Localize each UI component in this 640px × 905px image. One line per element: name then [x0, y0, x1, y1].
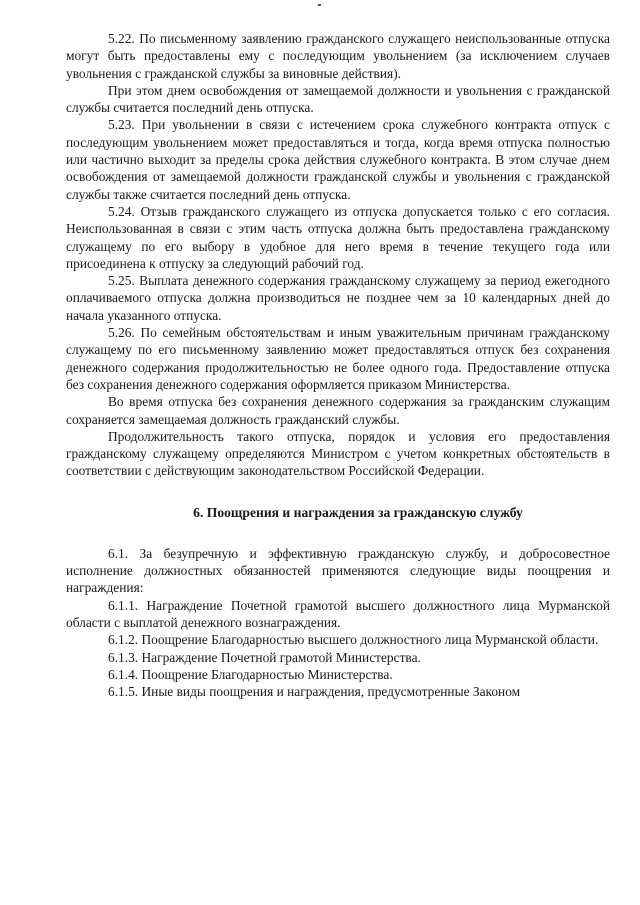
- paragraph-6-1-2: 6.1.2. Поощрение Благодарностью высшего должностного лица Мурманской области.: [108, 632, 599, 648]
- paragraph-5-23: 5.23. При увольнении в связи с истечением срока служебного контракта отпуск с последующим увольнением может предоставляться и тогда, когда время отпуска полностью или частично выходит за пределы срока действия служебного контракта. В этом случае днем освобождения от замещаемой должности гражданской службы и увольнения с гражданской службы также считается последний день отпуска.: [66, 117, 610, 202]
- paragraph-5-22: 5.22. По письменному заявлению гражданского служащего неиспользованные отпуска могут быть предоставлены ему с последующим увольнением (за исключением случаев увольнения с гражданской службы за виновные действия).: [66, 31, 610, 81]
- paragraph-6-1-3: 6.1.3. Награждение Почетной грамотой Министерства.: [108, 649, 421, 665]
- paragraph-5-26-cont-2: Продолжительность такого отпуска, порядок и условия его предоставления гражданскому служащему определяются Министром с учетом конкретных обстоятельств в соответствии с действующим законодательством Российской Федерации.: [66, 428, 610, 479]
- paragraph-5-26-cont-1: Во время отпуска без сохранения денежного содержания за гражданским служащим сохраняется замещаемая должность гражданский службы.: [66, 394, 610, 427]
- paragraph-6-1-4: 6.1.4. Поощрение Благодарностью Министерства.: [108, 666, 393, 682]
- paragraph-6-1: 6.1. За безупречную и эффективную гражданскую службу, и добросовестное исполнение должностных обязанностей применяются следующие виды поощрения и награждения:: [66, 545, 610, 596]
- paragraph-5-25: 5.25. Выплата денежного содержания гражданскому служащему за период ежегодного оплачиваемого отпуска должна производиться не позднее чем за 10 календарных дней до начала указанного отпуска.: [66, 273, 610, 323]
- paragraph-6-1-5: 6.1.5. Иные виды поощрения и награждения, предусмотренные Законом: [108, 684, 521, 700]
- paragraph-5-26: 5.26. По семейным обстоятельствам и иным уважительным причинам гражданскому служащему по его письменному заявлению может предоставляться отпуск без сохранения денежного содержания продолжительностью не более одного года. Предоставление отпуска без сохранения денежного содержания оформляется приказом Министерства.: [66, 325, 610, 392]
- section-heading: 6. Поощрения и награждения за гражданскую службу: [193, 504, 523, 520]
- paragraph-5-22-cont: При этом днем освобождения от замещаемой должности и увольнения с гражданской службы считается последний день отпуска.: [66, 82, 610, 116]
- scan-mark: [318, 4, 321, 6]
- paragraph-5-24: 5.24. Отзыв гражданского служащего из отпуска допускается только с его согласия. Неиспользованная в связи с этим часть отпуска должна быть предоставлена гражданскому служащему по его выбору в удобное для него время в течение текущего года или присоединена к отпуску за следующий рабочий год.: [66, 203, 610, 271]
- paragraph-6-1-1: 6.1.1. Награждение Почетной грамотой высшего должностного лица Мурманской области с выплатой денежного вознаграждения.: [66, 597, 610, 630]
